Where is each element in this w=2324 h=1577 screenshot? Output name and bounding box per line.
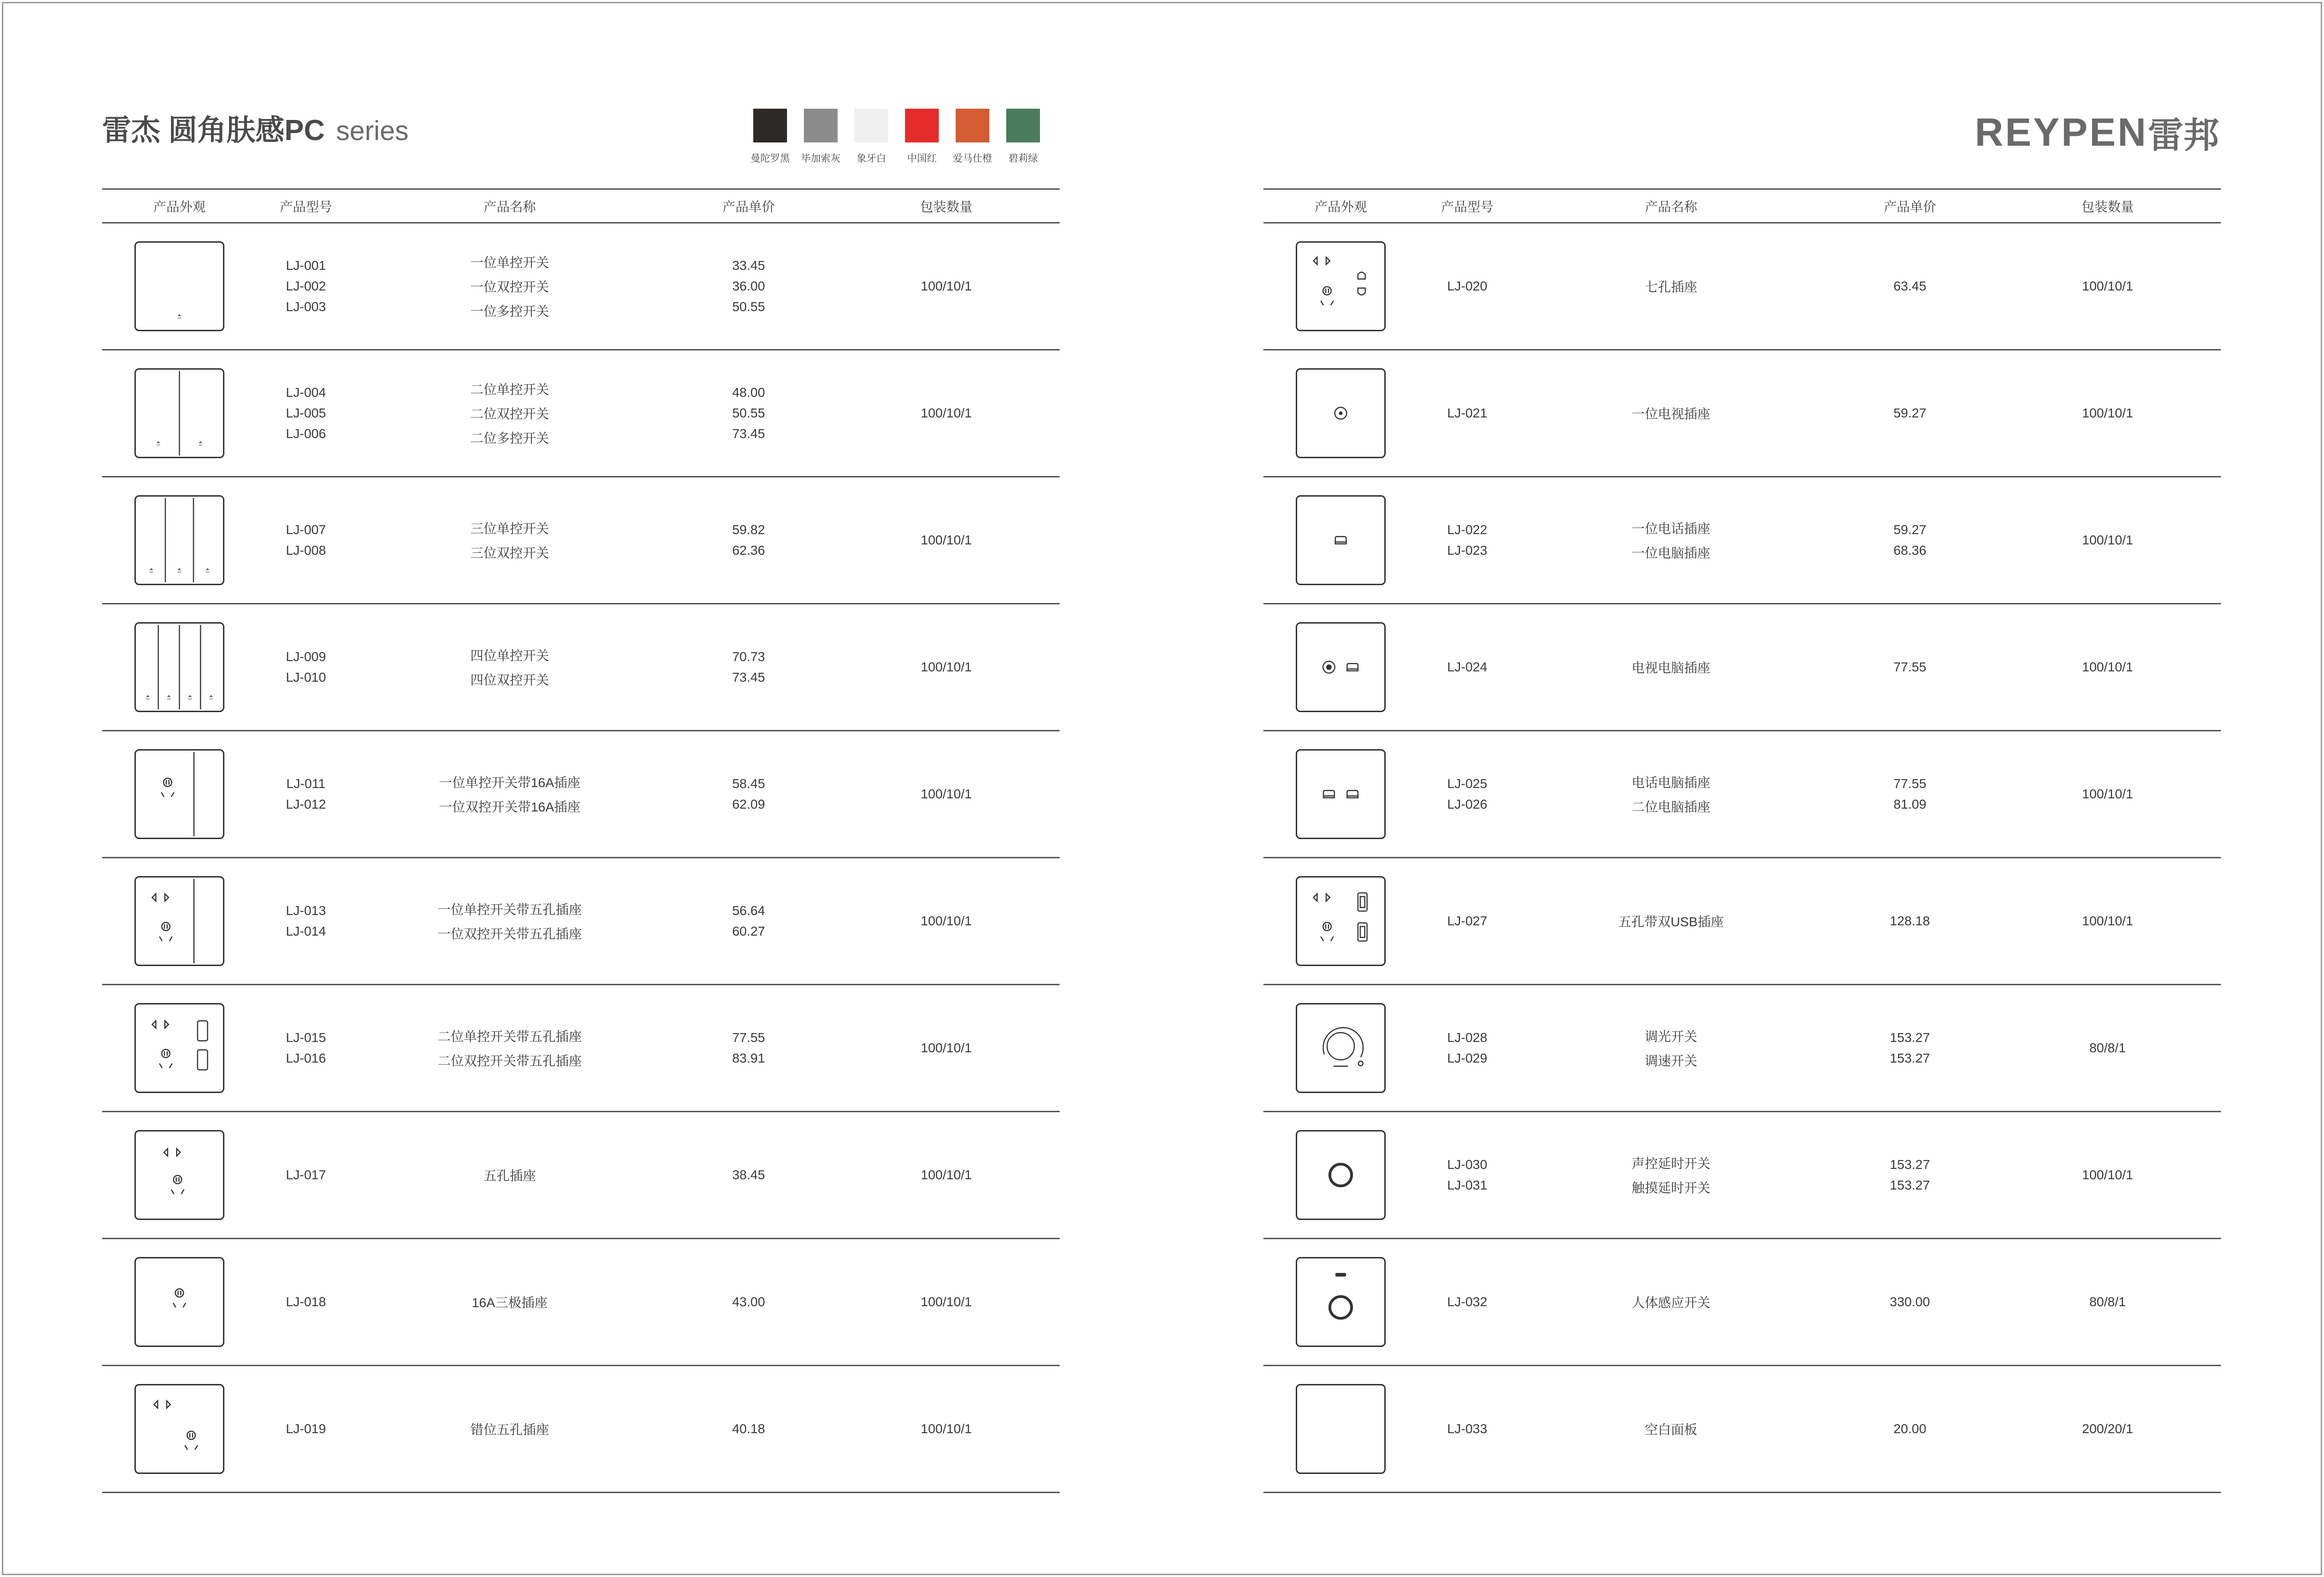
color-swatch — [956, 109, 989, 142]
appearance-cell — [1263, 749, 1418, 839]
pack-quantity: 200/20/1 — [2082, 1421, 2133, 1436]
product-name: 一位单控开关带五孔插座 — [437, 902, 582, 917]
table-row — [1263, 1239, 2221, 1366]
table-row — [102, 604, 1060, 731]
model-number: LJ-008 — [286, 543, 326, 558]
product-name: 一位单控开关带16A插座 — [439, 775, 580, 790]
model-cell — [1418, 1421, 1516, 1436]
name-cell — [1516, 277, 1826, 296]
brand-logo — [1975, 107, 2219, 158]
table-row — [102, 1112, 1060, 1239]
price-cell — [664, 522, 833, 558]
pack-cell — [1994, 787, 2221, 802]
product-name: 调速开关 — [1644, 1054, 1697, 1068]
model-cell — [257, 1030, 355, 1066]
model-number: LJ-022 — [1447, 522, 1487, 537]
color-option — [998, 109, 1048, 165]
product-name: 四位双控开关 — [470, 673, 549, 687]
product-name: 调光开关 — [1644, 1029, 1697, 1044]
pack-cell — [1994, 1041, 2221, 1056]
unit-price: 77.55 — [1893, 660, 1927, 674]
product-name: 七孔插座 — [1644, 280, 1697, 294]
price-cell — [1826, 406, 1994, 421]
table-row — [1263, 604, 2221, 731]
motion-sensor-switch-icon — [1296, 1257, 1386, 1347]
price-cell — [1826, 522, 1994, 558]
table-header — [102, 188, 1060, 223]
pack-quantity: 100/10/1 — [2082, 406, 2133, 420]
pack-quantity: 80/8/1 — [2089, 1041, 2126, 1055]
price-cell — [664, 649, 833, 685]
name-cell — [1516, 404, 1826, 423]
appearance-cell — [102, 241, 257, 331]
pack-quantity: 100/10/1 — [921, 1168, 972, 1182]
product-name: 错位五孔插座 — [470, 1422, 549, 1437]
pack-cell — [1994, 406, 2221, 421]
model-number: LJ-025 — [1447, 776, 1487, 791]
name-cell — [355, 646, 664, 689]
name-cell — [355, 1166, 664, 1184]
table-row — [102, 1239, 1060, 1366]
unit-price: 73.45 — [732, 670, 765, 684]
model-number: LJ-023 — [1447, 543, 1487, 558]
model-cell — [257, 258, 355, 314]
table-row — [102, 858, 1060, 985]
table-row — [102, 731, 1060, 858]
product-name: 二位单控开关带五孔插座 — [437, 1029, 582, 1044]
header-price: 产品单价 — [1883, 199, 1936, 214]
unit-price: 83.91 — [732, 1051, 765, 1065]
model-number: LJ-028 — [1447, 1030, 1487, 1045]
name-cell — [1516, 1027, 1826, 1070]
unit-price: 59.27 — [1893, 406, 1927, 420]
color-option — [846, 109, 897, 165]
price-cell — [664, 385, 833, 441]
appearance-cell — [102, 1257, 257, 1347]
tv-computer-socket-icon — [1296, 622, 1386, 712]
pack-cell — [1994, 1168, 2221, 1183]
unit-price: 56.64 — [732, 903, 765, 918]
pack-quantity: 100/10/1 — [2082, 533, 2133, 547]
model-number: LJ-024 — [1447, 660, 1487, 674]
model-cell — [257, 649, 355, 685]
color-label: 象牙白 — [856, 153, 886, 164]
appearance-cell — [1263, 241, 1418, 331]
switch-16a-socket-icon — [134, 749, 224, 839]
unit-price: 68.36 — [1893, 543, 1927, 558]
product-name: 空白面板 — [1644, 1422, 1697, 1437]
unit-price: 59.82 — [732, 522, 765, 537]
appearance-cell — [1263, 1384, 1418, 1474]
model-number: LJ-006 — [286, 426, 326, 441]
pack-quantity: 100/10/1 — [921, 787, 972, 801]
product-name: 三位双控开关 — [470, 546, 549, 560]
unit-price: 153.27 — [1890, 1178, 1930, 1192]
header-price: 产品单价 — [722, 199, 775, 214]
product-name: 二位双控开关 — [470, 407, 549, 421]
name-cell — [1516, 658, 1826, 677]
page-title — [102, 107, 408, 149]
unit-price: 73.45 — [732, 426, 765, 441]
pack-quantity: 100/10/1 — [921, 1294, 972, 1309]
four-gang-switch-icon — [134, 622, 224, 712]
model-cell — [1418, 660, 1516, 675]
price-cell — [664, 1168, 833, 1183]
appearance-cell — [1263, 1257, 1418, 1347]
title-series: series — [336, 116, 409, 146]
product-name: 二位单控开关 — [470, 382, 549, 397]
pack-cell — [833, 787, 1060, 802]
unit-price: 40.18 — [732, 1421, 765, 1436]
name-cell — [355, 379, 664, 447]
header-pack: 包装数量 — [920, 199, 973, 214]
model-number: LJ-007 — [286, 522, 326, 537]
model-number: LJ-019 — [286, 1421, 326, 1436]
appearance-cell — [1263, 368, 1418, 458]
product-name: 16A三极插座 — [472, 1295, 548, 1310]
color-option — [745, 109, 795, 165]
model-number: LJ-010 — [286, 670, 326, 684]
header-model: 产品型号 — [279, 199, 332, 214]
model-number: LJ-011 — [286, 776, 326, 791]
price-table-right — [1263, 188, 2221, 1493]
header-name: 产品名称 — [1644, 199, 1697, 214]
model-cell — [257, 1421, 355, 1436]
pack-cell — [833, 1421, 1060, 1436]
pack-quantity: 100/10/1 — [2082, 914, 2133, 928]
unit-price: 62.09 — [732, 797, 765, 811]
unit-price: 70.73 — [732, 649, 765, 664]
table-row — [102, 350, 1060, 477]
model-cell — [1418, 406, 1516, 421]
pack-cell — [833, 533, 1060, 548]
model-cell — [257, 1294, 355, 1309]
touch-delay-switch-icon — [1296, 1130, 1386, 1220]
unit-price: 77.55 — [1893, 776, 1927, 791]
model-number: LJ-029 — [1447, 1051, 1487, 1065]
seven-hole-socket-icon — [1296, 241, 1386, 331]
brand-logo-cn: 雷邦 — [2148, 116, 2219, 156]
switch-five-hole-socket-icon — [134, 876, 224, 966]
pack-quantity: 100/10/1 — [2082, 1168, 2133, 1182]
pack-quantity: 100/10/1 — [921, 1421, 972, 1436]
pack-cell — [1994, 914, 2221, 929]
pack-cell — [1994, 533, 2221, 548]
appearance-cell — [102, 876, 257, 966]
model-cell — [257, 903, 355, 939]
color-option — [897, 109, 947, 165]
name-cell — [355, 1420, 664, 1438]
usb-five-hole-socket-icon — [1296, 876, 1386, 966]
model-cell — [1418, 914, 1516, 929]
pack-quantity: 100/10/1 — [2082, 279, 2133, 293]
model-number: LJ-017 — [286, 1168, 326, 1182]
price-cell — [1826, 1157, 1994, 1193]
product-name: 触摸延时开关 — [1631, 1181, 1710, 1195]
model-number: LJ-027 — [1447, 914, 1487, 928]
name-cell — [1516, 1293, 1826, 1311]
price-cell — [1826, 279, 1994, 294]
price-cell — [664, 776, 833, 812]
product-name: 五孔带双USB插座 — [1618, 915, 1724, 929]
appearance-cell — [1263, 495, 1418, 585]
product-name: 电话电脑插座 — [1631, 775, 1710, 790]
product-name: 人体感应开关 — [1631, 1295, 1710, 1310]
model-number: LJ-030 — [1447, 1157, 1487, 1172]
product-name: 一位电话插座 — [1631, 521, 1710, 536]
table-row — [1263, 223, 2221, 350]
appearance-cell — [102, 495, 257, 585]
unit-price: 48.00 — [732, 385, 765, 400]
three-gang-switch-icon — [134, 495, 224, 585]
product-name: 二位多控开关 — [470, 431, 549, 446]
header-model: 产品型号 — [1440, 199, 1493, 214]
model-number: LJ-005 — [286, 406, 326, 420]
model-cell — [1418, 1157, 1516, 1193]
product-name: 电视电脑插座 — [1631, 661, 1710, 675]
product-name: 声控延时开关 — [1631, 1156, 1710, 1171]
model-cell — [1418, 1030, 1516, 1066]
brand-logo-en: REYPEN — [1975, 110, 2148, 154]
table-row — [102, 477, 1060, 604]
header-name: 产品名称 — [483, 199, 536, 214]
unit-price: 50.55 — [732, 299, 765, 314]
appearance-cell — [102, 1130, 257, 1220]
model-number: LJ-015 — [286, 1030, 326, 1045]
table-row — [1263, 985, 2221, 1112]
appearance-cell — [102, 1003, 257, 1093]
unit-price: 60.27 — [732, 924, 765, 938]
unit-price: 153.27 — [1890, 1157, 1930, 1172]
color-swatch — [804, 109, 838, 142]
pack-quantity: 100/10/1 — [921, 533, 972, 547]
name-cell — [1516, 1420, 1826, 1438]
model-number: LJ-016 — [286, 1051, 326, 1065]
color-label: 碧莉绿 — [1008, 153, 1038, 164]
unit-price: 62.36 — [732, 543, 765, 558]
model-number: LJ-012 — [286, 797, 326, 811]
product-name: 二位双控开关带五孔插座 — [437, 1054, 582, 1068]
pack-quantity: 100/10/1 — [2082, 660, 2133, 674]
table-row — [1263, 1366, 2221, 1493]
unit-price: 153.27 — [1890, 1051, 1930, 1065]
unit-price: 50.55 — [732, 406, 765, 420]
appearance-cell — [102, 368, 257, 458]
model-number: LJ-026 — [1447, 797, 1487, 811]
model-number: LJ-004 — [286, 385, 326, 400]
color-swatch — [905, 109, 939, 142]
product-name: 一位双控开关带16A插座 — [439, 800, 580, 814]
color-swatch — [1006, 109, 1040, 142]
table-row — [1263, 477, 2221, 604]
pack-cell — [1994, 660, 2221, 675]
product-name: 一位双控开关 — [470, 280, 549, 294]
product-name: 一位单控开关 — [470, 255, 549, 270]
model-number: LJ-021 — [1447, 406, 1487, 420]
unit-price: 38.45 — [732, 1168, 765, 1182]
unit-price: 128.18 — [1890, 914, 1930, 928]
price-cell — [664, 1030, 833, 1066]
price-cell — [1826, 660, 1994, 675]
appearance-cell — [1263, 876, 1418, 966]
color-swatch — [753, 109, 787, 142]
unit-price: 36.00 — [732, 279, 765, 293]
model-number: LJ-020 — [1447, 279, 1487, 293]
table-row — [1263, 1112, 2221, 1239]
model-cell — [1418, 279, 1516, 294]
name-cell — [1516, 912, 1826, 930]
model-number: LJ-014 — [286, 924, 326, 938]
color-option — [947, 109, 998, 165]
model-number: LJ-001 — [286, 258, 326, 273]
model-number: LJ-003 — [286, 299, 326, 314]
product-name: 一位多控开关 — [470, 304, 549, 319]
table-row — [102, 1366, 1060, 1493]
table-header — [1263, 188, 2221, 223]
pack-cell — [1994, 1294, 2221, 1309]
name-cell — [1516, 773, 1826, 816]
table-row — [102, 985, 1060, 1112]
table-row — [102, 223, 1060, 350]
pack-quantity: 100/10/1 — [921, 914, 972, 928]
appearance-cell — [1263, 622, 1418, 712]
model-number: LJ-018 — [286, 1294, 326, 1309]
model-number: LJ-033 — [1447, 1421, 1487, 1436]
price-cell — [664, 1421, 833, 1436]
dimmer-switch-icon — [1296, 1003, 1386, 1093]
model-cell — [257, 522, 355, 558]
unit-price: 20.00 — [1893, 1421, 1927, 1436]
model-cell — [1418, 522, 1516, 558]
price-cell — [664, 903, 833, 939]
pack-quantity: 100/10/1 — [921, 279, 972, 293]
price-cell — [1826, 1294, 1994, 1309]
model-cell — [257, 1168, 355, 1183]
product-name: 三位单控开关 — [470, 521, 549, 536]
pack-cell — [833, 1294, 1060, 1309]
name-cell — [355, 900, 664, 943]
header-appearance: 产品外观 — [1314, 199, 1367, 214]
offset-five-hole-socket-icon — [134, 1384, 224, 1474]
pack-cell — [833, 279, 1060, 294]
appearance-cell — [1263, 1003, 1418, 1093]
pack-cell — [1994, 279, 2221, 294]
color-option — [795, 109, 846, 165]
two-gang-switch-icon — [134, 368, 224, 458]
pack-quantity: 100/10/1 — [921, 406, 972, 420]
product-name: 一位双控开关带五孔插座 — [437, 927, 582, 941]
name-cell — [1516, 1153, 1826, 1197]
unit-price: 33.45 — [732, 258, 765, 273]
phone-socket-icon — [1296, 495, 1386, 585]
appearance-cell — [102, 622, 257, 712]
unit-price: 63.45 — [1893, 279, 1927, 293]
blank-panel-icon — [1296, 1384, 1386, 1474]
color-options — [745, 109, 1048, 165]
unit-price: 81.09 — [1893, 797, 1927, 811]
unit-price: 43.00 — [732, 1294, 765, 1309]
product-name: 一位电视插座 — [1631, 407, 1710, 421]
five-hole-socket-icon — [134, 1130, 224, 1220]
model-number: LJ-009 — [286, 649, 326, 664]
price-table-left — [102, 188, 1060, 1493]
three-pin-16a-socket-icon — [134, 1257, 224, 1347]
model-cell — [257, 385, 355, 441]
name-cell — [355, 1027, 664, 1070]
name-cell — [355, 1293, 664, 1311]
pack-cell — [1994, 1421, 2221, 1436]
color-swatch — [854, 109, 888, 142]
unit-price: 77.55 — [732, 1030, 765, 1045]
pack-cell — [833, 1168, 1060, 1183]
name-cell — [1516, 519, 1826, 562]
unit-price: 153.27 — [1890, 1030, 1930, 1045]
pack-cell — [833, 914, 1060, 929]
appearance-cell — [102, 749, 257, 839]
color-label: 毕加索灰 — [801, 153, 840, 164]
product-name: 二位电脑插座 — [1631, 800, 1710, 814]
name-cell — [355, 773, 664, 816]
tv-socket-icon — [1296, 368, 1386, 458]
header-pack: 包装数量 — [2081, 199, 2134, 214]
product-name: 五孔插座 — [483, 1168, 536, 1183]
table-row — [1263, 350, 2221, 477]
price-cell — [664, 258, 833, 314]
model-number: LJ-032 — [1447, 1294, 1487, 1309]
model-number: LJ-002 — [286, 279, 326, 293]
model-cell — [1418, 776, 1516, 812]
color-label: 曼陀罗黑 — [750, 153, 790, 164]
model-number: LJ-013 — [286, 903, 326, 918]
price-cell — [1826, 1421, 1994, 1436]
table-row — [1263, 731, 2221, 858]
pack-quantity: 80/8/1 — [2089, 1294, 2126, 1309]
two-switch-five-hole-socket-icon — [134, 1003, 224, 1093]
product-name: 一位电脑插座 — [1631, 546, 1710, 560]
appearance-cell — [1263, 1130, 1418, 1220]
price-cell — [1826, 776, 1994, 812]
one-gang-switch-icon — [134, 241, 224, 331]
double-data-socket-icon — [1296, 749, 1386, 839]
model-cell — [1418, 1294, 1516, 1309]
pack-cell — [833, 660, 1060, 675]
price-cell — [1826, 914, 1994, 929]
header-appearance: 产品外观 — [153, 199, 206, 214]
title-cn: 雷杰 圆角肤感PC — [102, 114, 325, 147]
model-number: LJ-031 — [1447, 1178, 1487, 1192]
model-cell — [257, 776, 355, 812]
name-cell — [355, 253, 664, 320]
pack-quantity: 100/10/1 — [2082, 787, 2133, 801]
price-cell — [1826, 1030, 1994, 1066]
unit-price: 330.00 — [1890, 1294, 1930, 1309]
appearance-cell — [102, 1384, 257, 1474]
name-cell — [355, 519, 664, 562]
unit-price: 59.27 — [1893, 522, 1927, 537]
product-name: 四位单控开关 — [470, 648, 549, 663]
pack-quantity: 100/10/1 — [921, 1041, 972, 1055]
pack-cell — [833, 406, 1060, 421]
price-cell — [664, 1294, 833, 1309]
pack-quantity: 100/10/1 — [921, 660, 972, 674]
color-label: 爱马仕橙 — [953, 153, 992, 164]
unit-price: 58.45 — [732, 776, 765, 791]
table-row — [1263, 858, 2221, 985]
color-label: 中国红 — [907, 153, 937, 164]
pack-cell — [833, 1041, 1060, 1056]
